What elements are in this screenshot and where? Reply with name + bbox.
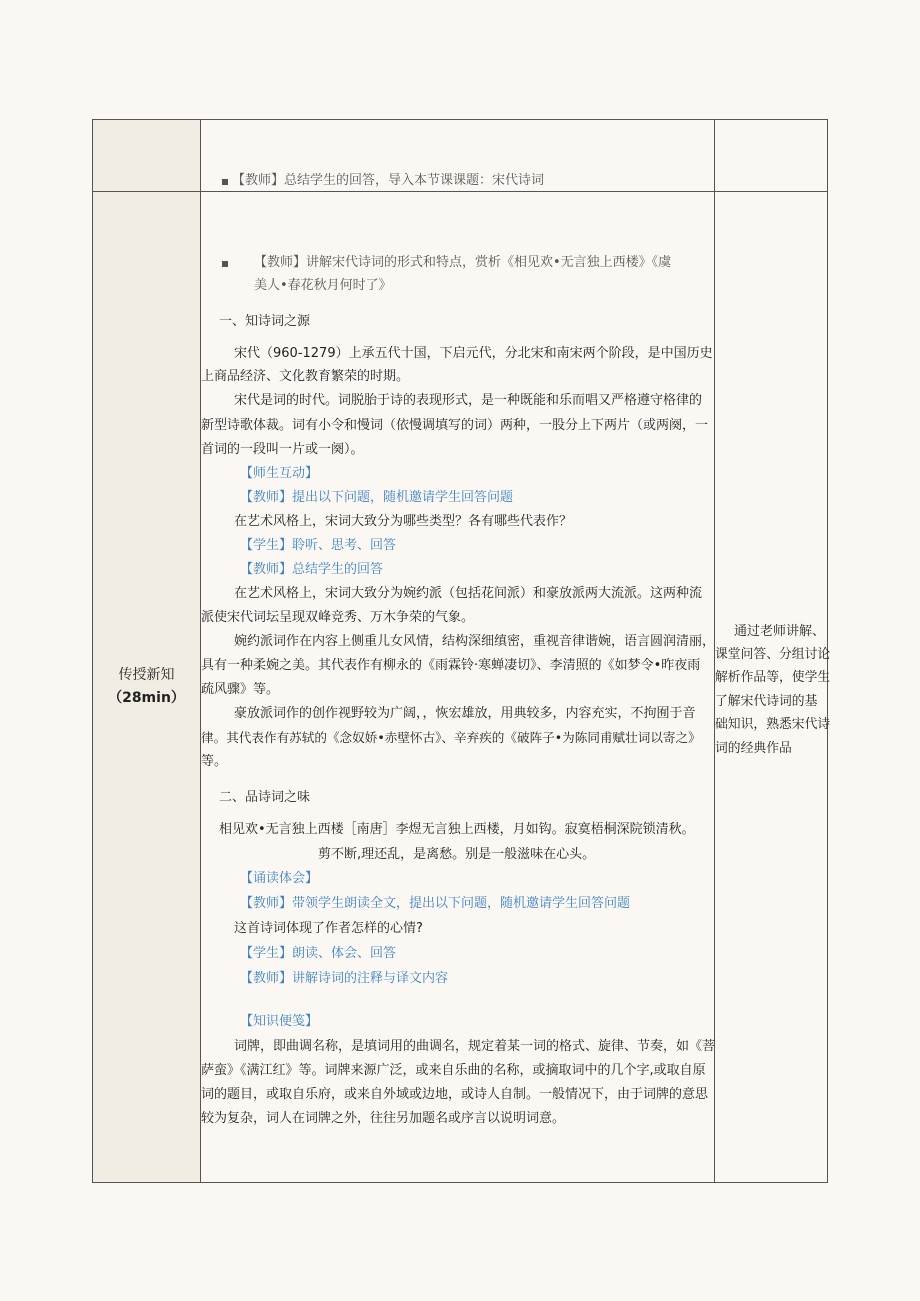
paragraph4-line3: 疏风骤》等。 — [201, 682, 280, 697]
paragraph5-line3: 等。 — [201, 754, 228, 769]
section2-heading: 二、品诗词之味 — [219, 790, 311, 805]
poem-line-1: 相见欢•无言独上西楼［南唐］李煜无言独上西楼，月如钩。寂寞梧桐深院锁清秋。 — [219, 822, 695, 837]
paragraph3-line2: 派使宋代词坛呈现双峰竞秀、万木争荣的气象。 — [201, 610, 475, 625]
stage-duration: （28min） — [108, 690, 185, 706]
paragraph5-line2: 律。其代表作有苏轼的《念奴娇•赤壁怀古》、辛弃疾的《破阵子•为陈同甫赋壮词以寄之》 — [201, 730, 701, 745]
table-border-left — [92, 119, 93, 1183]
table-row-divider — [92, 191, 828, 192]
reading-label: 【诵读体会】 — [240, 871, 319, 886]
student-response-1: 【学生】聆听、思考、回答 — [240, 538, 397, 553]
table-border-top — [92, 119, 828, 120]
objective-line-2: 课堂问答、分组讨论 — [715, 647, 831, 662]
intro-line-2: 美人•春花秋月何时了》 — [254, 278, 392, 293]
paragraph6-line1: 词牌，即曲调名称，是填词用的曲调名，规定着某一词的格式、旋律、节奏，如《菩 — [234, 1039, 716, 1054]
paragraph6-line4: 较为复杂，词人在词牌之外，往往另加题名或序言以说明词意。 — [201, 1111, 566, 1126]
paragraph6-line3: 词的题目，或取自乐府，或来自外域或边地，或诗人自制。一般情况下，由于词牌的意思 — [201, 1087, 709, 1102]
paragraph3-line1: 在艺术风格上，宋词大致分为婉约派（包括花间派）和豪放派两大流派。这两种流 — [234, 586, 703, 601]
paragraph1-line1: 宋代（960-1279）上承五代十国，下启元代，分北宋和南宋两个阶段，是中国历史 — [234, 346, 713, 361]
objective-line-1: 通过老师讲解、 — [734, 624, 826, 639]
paragraph2-line3: 首词的一段叫一片或一阕）。 — [201, 442, 364, 457]
intro-line-1: 【教师】讲解宋代诗词的形式和特点，赏析《相见欢•无言独上西楼》《虞 — [254, 255, 672, 270]
student-response-2: 【学生】朗读、体会、回答 — [240, 946, 397, 961]
row2-left-cell — [93, 192, 200, 1182]
paragraph4-line1: 婉约派词作在内容上侧重儿女风情，结构深细缜密，重视音律谐婉，语言圆润清丽， — [234, 634, 716, 649]
question-1: 在艺术风格上，宋词大致分为哪些类型？各有哪些代表作？ — [234, 514, 573, 529]
objective-line-3: 解析作品等，使学生 — [715, 670, 831, 685]
interaction-label: 【师生互动】 — [240, 466, 319, 481]
table-col-divider-1 — [200, 119, 201, 1183]
bullet-icon — [222, 179, 228, 185]
question-2: 这首诗词体现了作者怎样的心情? — [234, 921, 423, 936]
poem-line-2: 剪不断,理还乱，是离愁。别是一般滋味在心头。 — [318, 847, 596, 862]
knowledge-label: 【知识便笺】 — [240, 1014, 319, 1029]
paragraph1-line2: 上商品经济、文化教育繁荣的时期。 — [201, 369, 410, 384]
paragraph5-line1: 豪放派词作的创作视野较为广阔，，恢宏雄放，用典较多，内容充实，不拘囿于音 — [234, 706, 696, 721]
section1-heading: 一、知诗词之源 — [219, 314, 311, 329]
row1-left-cell — [93, 120, 200, 191]
teacher-question-2: 【教师】带领学生朗读全文，提出以下问题，随机邀请学生回答问题 — [240, 896, 631, 911]
row1-teacher-note: 【教师】总结学生的回答，导入本节课课题：宋代诗词 — [232, 173, 545, 188]
table-border-bottom — [92, 1182, 828, 1183]
objective-line-5: 础知识，熟悉宋代诗 — [715, 717, 831, 732]
paragraph4-line2: 具有一种柔婉之美。其代表作有柳永的《雨霖铃·寒蝉凄切》、李清照的《如梦令•昨夜雨 — [201, 658, 701, 673]
teacher-explain: 【教师】讲解诗词的注释与译文内容 — [240, 971, 449, 986]
paragraph2-line2: 新型诗歌体裁。词有小令和慢词（依慢调填写的词）两种，一股分上下两片（或两阕，一 — [201, 418, 709, 433]
objective-line-6: 词的经典作品 — [715, 741, 792, 756]
paragraph2-line1: 宋代是词的时代。词脱胎于诗的表现形式，是一种既能和乐而唱又严格遵守格律的 — [234, 393, 703, 408]
objective-line-4: 了解宋代诗词的基 — [715, 694, 818, 709]
bullet-icon — [222, 261, 228, 267]
paragraph6-line2: 萨蛮》《满江红》等。词牌来源广泛，或来自乐曲的名称，或摘取词中的几个字,或取自原 — [201, 1063, 706, 1078]
teacher-summary-1: 【教师】总结学生的回答 — [240, 562, 384, 577]
teacher-question-1: 【教师】提出以下问题，随机邀请学生回答问题 — [240, 490, 514, 505]
stage-label: 传授新知 — [118, 667, 175, 683]
